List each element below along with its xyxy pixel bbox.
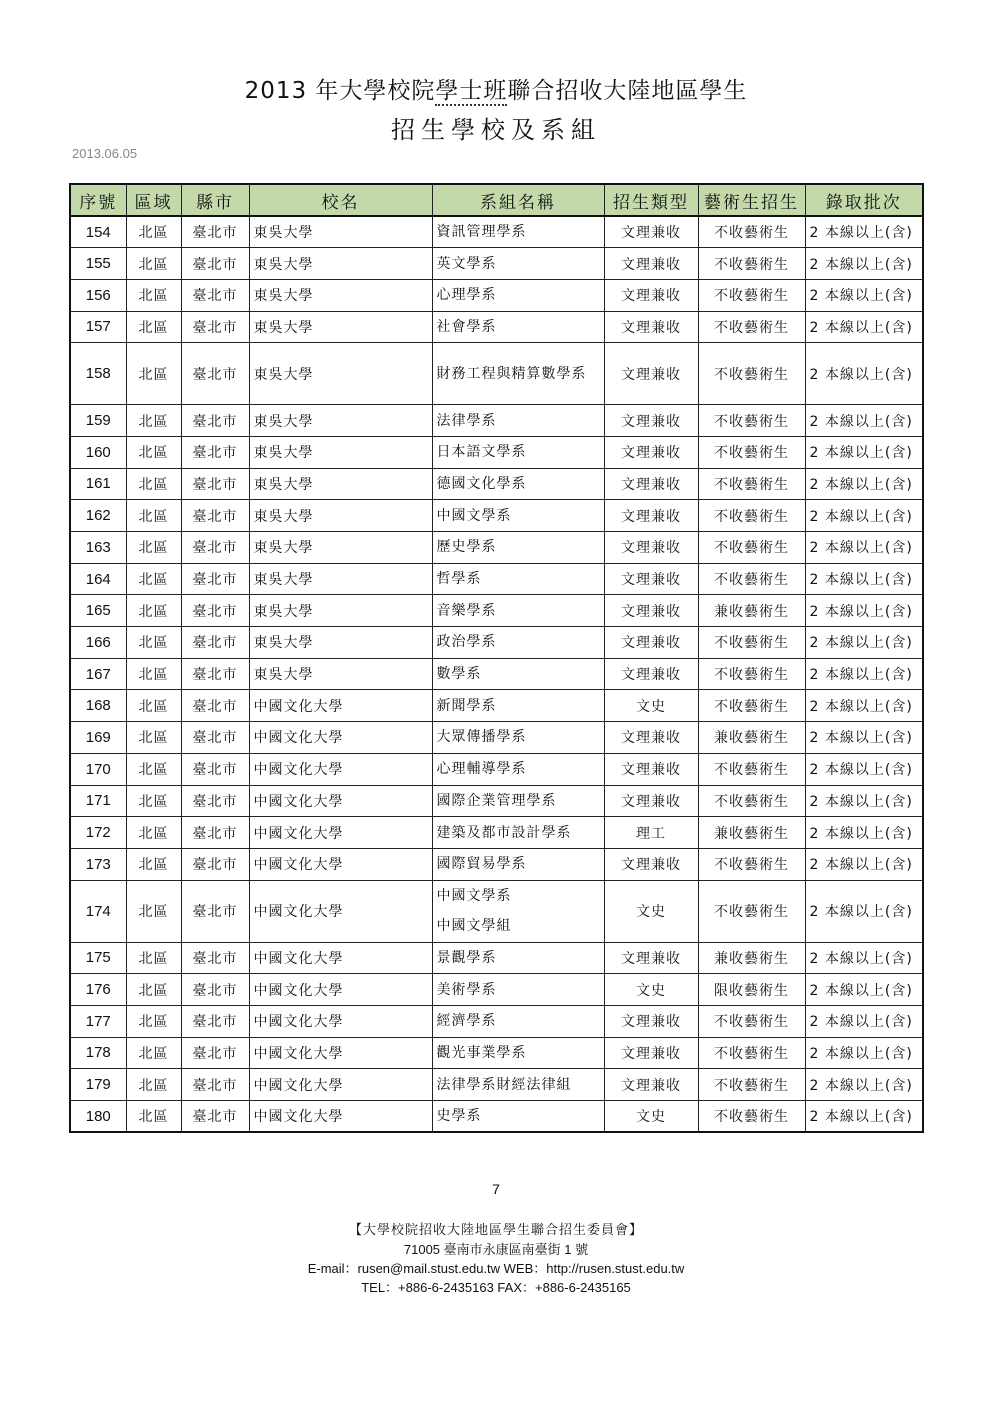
cell-city: 臺北市: [181, 817, 249, 849]
cell-art: 不收藝術生: [698, 436, 805, 468]
cell-dept: 法律學系財經法律組: [432, 1069, 604, 1101]
cell-type: 文理兼收: [604, 343, 698, 405]
cell-art: 不收藝術生: [698, 1037, 805, 1069]
cell-no: 180: [70, 1101, 126, 1133]
cell-school: 東吳大學: [249, 311, 432, 343]
cell-city: 臺北市: [181, 563, 249, 595]
cell-region: 北區: [126, 595, 181, 627]
cell-art: 兼收藝術生: [698, 942, 805, 974]
cell-school: 東吳大學: [249, 405, 432, 437]
cell-type: 文理兼收: [604, 942, 698, 974]
cell-city: 臺北市: [181, 311, 249, 343]
cell-region: 北區: [126, 1069, 181, 1101]
cell-dept: 法律學系: [432, 405, 604, 437]
table-row: [70, 563, 923, 595]
cell-level: 2 本線以上(含): [805, 595, 923, 627]
cell-type: 文史: [604, 974, 698, 1006]
cell-dept: 心理輔導學系: [432, 753, 604, 785]
cell-art: 不收藝術生: [698, 627, 805, 659]
cell-art: 不收藝術生: [698, 311, 805, 343]
cell-region: 北區: [126, 785, 181, 817]
cell-dept: 德國文化學系: [432, 468, 604, 500]
cell-no: 173: [70, 848, 126, 880]
cell-region: 北區: [126, 1037, 181, 1069]
title-suffix: 聯合招收大陸地區學生: [507, 78, 748, 104]
cell-type: 文理兼收: [604, 500, 698, 532]
cell-region: 北區: [126, 1101, 181, 1133]
table-row: [70, 468, 923, 500]
cell-type: 文理兼收: [604, 1037, 698, 1069]
cell-level: 2 本線以上(含): [805, 248, 923, 280]
cell-no: 178: [70, 1037, 126, 1069]
cell-region: 北區: [126, 848, 181, 880]
cell-type: 文理兼收: [604, 658, 698, 690]
cell-dept: 日本語文學系: [432, 436, 604, 468]
table-row: [70, 1069, 923, 1101]
table-row: [70, 248, 923, 280]
cell-region: 北區: [126, 563, 181, 595]
cell-type: 文理兼收: [604, 1005, 698, 1037]
cell-city: 臺北市: [181, 532, 249, 564]
cell-region: 北區: [126, 311, 181, 343]
cell-art: 不收藝術生: [698, 532, 805, 564]
cell-city: 臺北市: [181, 1069, 249, 1101]
cell-no: 168: [70, 690, 126, 722]
table-header-row: [70, 184, 923, 216]
cell-region: 北區: [126, 690, 181, 722]
cell-no: 154: [70, 216, 126, 248]
cell-dept: 社會學系: [432, 311, 604, 343]
cell-no: 156: [70, 279, 126, 311]
col-header-level: 錄取批次: [805, 184, 923, 216]
cell-type: 文理兼收: [604, 1069, 698, 1101]
cell-city: 臺北市: [181, 248, 249, 280]
cell-type: 文史: [604, 1101, 698, 1133]
cell-school: 東吳大學: [249, 500, 432, 532]
cell-city: 臺北市: [181, 1101, 249, 1133]
cell-no: 167: [70, 658, 126, 690]
cell-dept: 中國文學系: [432, 500, 604, 532]
table-row: [70, 436, 923, 468]
cell-city: 臺北市: [181, 880, 249, 942]
cell-dept: 政治學系: [432, 627, 604, 659]
table-row: [70, 343, 923, 405]
cell-dept: 歷史學系: [432, 532, 604, 564]
cell-school: 中國文化大學: [249, 690, 432, 722]
cell-region: 北區: [126, 880, 181, 942]
cell-school: 中國文化大學: [249, 974, 432, 1006]
table-row: [70, 848, 923, 880]
cell-level: 2 本線以上(含): [805, 436, 923, 468]
cell-city: 臺北市: [181, 1037, 249, 1069]
cell-level: 2 本線以上(含): [805, 405, 923, 437]
cell-school: 東吳大學: [249, 595, 432, 627]
cell-region: 北區: [126, 658, 181, 690]
cell-region: 北區: [126, 817, 181, 849]
cell-city: 臺北市: [181, 500, 249, 532]
cell-school: 東吳大學: [249, 248, 432, 280]
cell-city: 臺北市: [181, 595, 249, 627]
cell-type: 文史: [604, 880, 698, 942]
cell-city: 臺北市: [181, 722, 249, 754]
cell-type: 文理兼收: [604, 405, 698, 437]
table-row: [70, 880, 923, 942]
cell-school: 中國文化大學: [249, 942, 432, 974]
cell-dept: 美術學系: [432, 974, 604, 1006]
cell-art: 不收藝術生: [698, 848, 805, 880]
cell-dept: 大眾傳播學系: [432, 722, 604, 754]
cell-art: 不收藝術生: [698, 753, 805, 785]
cell-level: 2 本線以上(含): [805, 1005, 923, 1037]
cell-level: 2 本線以上(含): [805, 722, 923, 754]
table-row: [70, 974, 923, 1006]
table-row: [70, 1101, 923, 1133]
cell-type: 文理兼收: [604, 248, 698, 280]
cell-school: 中國文化大學: [249, 753, 432, 785]
cell-city: 臺北市: [181, 405, 249, 437]
cell-art: 不收藝術生: [698, 658, 805, 690]
document-title: [0, 72, 992, 105]
cell-level: 2 本線以上(含): [805, 1037, 923, 1069]
cell-type: 文理兼收: [604, 753, 698, 785]
cell-no: 171: [70, 785, 126, 817]
cell-level: 2 本線以上(含): [805, 753, 923, 785]
schools-table: [69, 183, 924, 1133]
cell-no: 162: [70, 500, 126, 532]
cell-region: 北區: [126, 468, 181, 500]
cell-city: 臺北市: [181, 658, 249, 690]
col-header-dept: 系組名稱: [432, 184, 604, 216]
cell-art: 不收藝術生: [698, 1101, 805, 1133]
table-row: [70, 690, 923, 722]
cell-type: 文理兼收: [604, 436, 698, 468]
cell-region: 北區: [126, 216, 181, 248]
cell-city: 臺北市: [181, 468, 249, 500]
cell-no: 166: [70, 627, 126, 659]
cell-region: 北區: [126, 532, 181, 564]
cell-school: 中國文化大學: [249, 848, 432, 880]
cell-level: 2 本線以上(含): [805, 785, 923, 817]
cell-level: 2 本線以上(含): [805, 563, 923, 595]
cell-school: 中國文化大學: [249, 1005, 432, 1037]
title-dotted-term: 學士班: [435, 78, 508, 104]
footer: [0, 1221, 992, 1297]
footer-org: 【大學校院招收大陸地區學生聯合招生委員會】: [348, 1223, 643, 1238]
cell-no: 157: [70, 311, 126, 343]
cell-art: 不收藝術生: [698, 1005, 805, 1037]
footer-address: 71005 臺南市永康區南臺街 1 號: [403, 1242, 589, 1257]
cell-dept: 國際企業管理學系: [432, 785, 604, 817]
cell-type: 文理兼收: [604, 627, 698, 659]
table-row: [70, 216, 923, 248]
cell-school: 中國文化大學: [249, 1101, 432, 1133]
cell-art: 不收藝術生: [698, 500, 805, 532]
cell-type: 文理兼收: [604, 311, 698, 343]
cell-region: 北區: [126, 974, 181, 1006]
cell-level: 2 本線以上(含): [805, 1069, 923, 1101]
table-row: [70, 311, 923, 343]
col-header-region: 區域: [126, 184, 181, 216]
cell-type: 文理兼收: [604, 279, 698, 311]
cell-no: 159: [70, 405, 126, 437]
cell-no: 172: [70, 817, 126, 849]
cell-no: 160: [70, 436, 126, 468]
cell-no: 163: [70, 532, 126, 564]
cell-school: 中國文化大學: [249, 880, 432, 942]
cell-region: 北區: [126, 942, 181, 974]
cell-school: 東吳大學: [249, 436, 432, 468]
footer-email-web: E-mail：rusen@mail.stust.edu.tw WEB：http://rusen.stust.edu.tw: [307, 1261, 685, 1276]
cell-art: 不收藝術生: [698, 343, 805, 405]
cell-art: 兼收藝術生: [698, 722, 805, 754]
cell-level: 2 本線以上(含): [805, 1101, 923, 1133]
cell-school: 中國文化大學: [249, 785, 432, 817]
cell-no: 177: [70, 1005, 126, 1037]
table-row: [70, 405, 923, 437]
cell-no: 155: [70, 248, 126, 280]
cell-no: 161: [70, 468, 126, 500]
cell-dept: 建築及都市設計學系: [432, 817, 604, 849]
cell-level: 2 本線以上(含): [805, 216, 923, 248]
col-header-school: 校名: [249, 184, 432, 216]
cell-dept: 觀光事業學系: [432, 1037, 604, 1069]
cell-art: 兼收藝術生: [698, 817, 805, 849]
cell-level: 2 本線以上(含): [805, 658, 923, 690]
cell-city: 臺北市: [181, 848, 249, 880]
cell-city: 臺北市: [181, 436, 249, 468]
cell-school: 東吳大學: [249, 279, 432, 311]
cell-dept: 心理學系: [432, 279, 604, 311]
cell-level: 2 本線以上(含): [805, 817, 923, 849]
cell-city: 臺北市: [181, 942, 249, 974]
cell-school: 東吳大學: [249, 468, 432, 500]
cell-school: 中國文化大學: [249, 722, 432, 754]
cell-city: 臺北市: [181, 690, 249, 722]
cell-type: 文理兼收: [604, 216, 698, 248]
cell-school: 中國文化大學: [249, 1037, 432, 1069]
cell-school: 東吳大學: [249, 532, 432, 564]
document-date: 2013.06.05: [72, 146, 138, 161]
cell-city: 臺北市: [181, 627, 249, 659]
document-subtitle: 招生學校及系組: [391, 116, 601, 144]
cell-type: 文理兼收: [604, 532, 698, 564]
cell-type: 文理兼收: [604, 563, 698, 595]
cell-city: 臺北市: [181, 216, 249, 248]
cell-type: 文理兼收: [604, 785, 698, 817]
page-number: 7: [492, 1181, 500, 1197]
table-row: [70, 817, 923, 849]
cell-type: 文史: [604, 690, 698, 722]
cell-art: 限收藝術生: [698, 974, 805, 1006]
cell-no: 175: [70, 942, 126, 974]
cell-region: 北區: [126, 248, 181, 280]
cell-school: 東吳大學: [249, 658, 432, 690]
table-row: [70, 753, 923, 785]
cell-art: 不收藝術生: [698, 248, 805, 280]
col-header-city: 縣市: [181, 184, 249, 216]
cell-region: 北區: [126, 500, 181, 532]
cell-region: 北區: [126, 405, 181, 437]
cell-dept: 景觀學系: [432, 942, 604, 974]
cell-dept: 史學系: [432, 1101, 604, 1133]
cell-type: 理工: [604, 817, 698, 849]
cell-city: 臺北市: [181, 1005, 249, 1037]
cell-city: 臺北市: [181, 279, 249, 311]
cell-type: 文理兼收: [604, 595, 698, 627]
cell-level: 2 本線以上(含): [805, 468, 923, 500]
cell-dept: 英文學系: [432, 248, 604, 280]
footer-tel-fax: TEL：+886-6-2435163 FAX：+886-6-2435165: [361, 1280, 631, 1295]
cell-art: 不收藝術生: [698, 880, 805, 942]
cell-region: 北區: [126, 753, 181, 785]
col-header-no: 序號: [70, 184, 126, 216]
cell-dept: 經濟學系: [432, 1005, 604, 1037]
cell-art: 不收藝術生: [698, 468, 805, 500]
cell-level: 2 本線以上(含): [805, 311, 923, 343]
cell-level: 2 本線以上(含): [805, 848, 923, 880]
cell-dept: 數學系: [432, 658, 604, 690]
cell-school: 中國文化大學: [249, 1069, 432, 1101]
table-row: [70, 627, 923, 659]
cell-school: 東吳大學: [249, 216, 432, 248]
cell-level: 2 本線以上(含): [805, 627, 923, 659]
cell-art: 不收藝術生: [698, 785, 805, 817]
table-row: [70, 279, 923, 311]
cell-no: 174: [70, 880, 126, 942]
cell-dept: 新聞學系: [432, 690, 604, 722]
cell-level: 2 本線以上(含): [805, 343, 923, 405]
cell-art: 不收藝術生: [698, 405, 805, 437]
table-row: [70, 942, 923, 974]
cell-region: 北區: [126, 343, 181, 405]
cell-type: 文理兼收: [604, 848, 698, 880]
table-row: [70, 1037, 923, 1069]
cell-no: 165: [70, 595, 126, 627]
cell-type: 文理兼收: [604, 722, 698, 754]
cell-level: 2 本線以上(含): [805, 690, 923, 722]
cell-art: 不收藝術生: [698, 279, 805, 311]
cell-no: 170: [70, 753, 126, 785]
table-body: [70, 216, 923, 1132]
table-row: [70, 785, 923, 817]
cell-region: 北區: [126, 436, 181, 468]
table-row: [70, 500, 923, 532]
cell-region: 北區: [126, 279, 181, 311]
cell-city: 臺北市: [181, 753, 249, 785]
cell-dept: 中國文學系 中國文學組: [432, 880, 604, 942]
table-row: [70, 1005, 923, 1037]
cell-art: 不收藝術生: [698, 216, 805, 248]
cell-region: 北區: [126, 722, 181, 754]
cell-dept: 哲學系: [432, 563, 604, 595]
cell-level: 2 本線以上(含): [805, 974, 923, 1006]
cell-city: 臺北市: [181, 974, 249, 1006]
cell-no: 164: [70, 563, 126, 595]
cell-level: 2 本線以上(含): [805, 942, 923, 974]
cell-school: 中國文化大學: [249, 817, 432, 849]
cell-no: 158: [70, 343, 126, 405]
cell-art: 不收藝術生: [698, 1069, 805, 1101]
cell-type: 文理兼收: [604, 468, 698, 500]
table-row: [70, 722, 923, 754]
cell-art: 不收藝術生: [698, 563, 805, 595]
title-prefix: 2013 年大學校院: [244, 78, 436, 104]
cell-school: 東吳大學: [249, 343, 432, 405]
cell-dept: 國際貿易學系: [432, 848, 604, 880]
cell-school: 東吳大學: [249, 563, 432, 595]
col-header-art: 藝術生招生: [698, 184, 805, 216]
cell-no: 176: [70, 974, 126, 1006]
cell-no: 179: [70, 1069, 126, 1101]
cell-level: 2 本線以上(含): [805, 532, 923, 564]
cell-level: 2 本線以上(含): [805, 880, 923, 942]
cell-dept: 財務工程與精算數學系: [432, 343, 604, 405]
cell-art: 兼收藝術生: [698, 595, 805, 627]
cell-level: 2 本線以上(含): [805, 279, 923, 311]
cell-level: 2 本線以上(含): [805, 500, 923, 532]
cell-city: 臺北市: [181, 343, 249, 405]
cell-city: 臺北市: [181, 785, 249, 817]
cell-school: 東吳大學: [249, 627, 432, 659]
col-header-type: 招生類型: [604, 184, 698, 216]
cell-region: 北區: [126, 627, 181, 659]
table-row: [70, 532, 923, 564]
cell-no: 169: [70, 722, 126, 754]
cell-dept: 音樂學系: [432, 595, 604, 627]
cell-art: 不收藝術生: [698, 690, 805, 722]
table-row: [70, 595, 923, 627]
cell-dept: 資訊管理學系: [432, 216, 604, 248]
table-row: [70, 658, 923, 690]
cell-region: 北區: [126, 1005, 181, 1037]
